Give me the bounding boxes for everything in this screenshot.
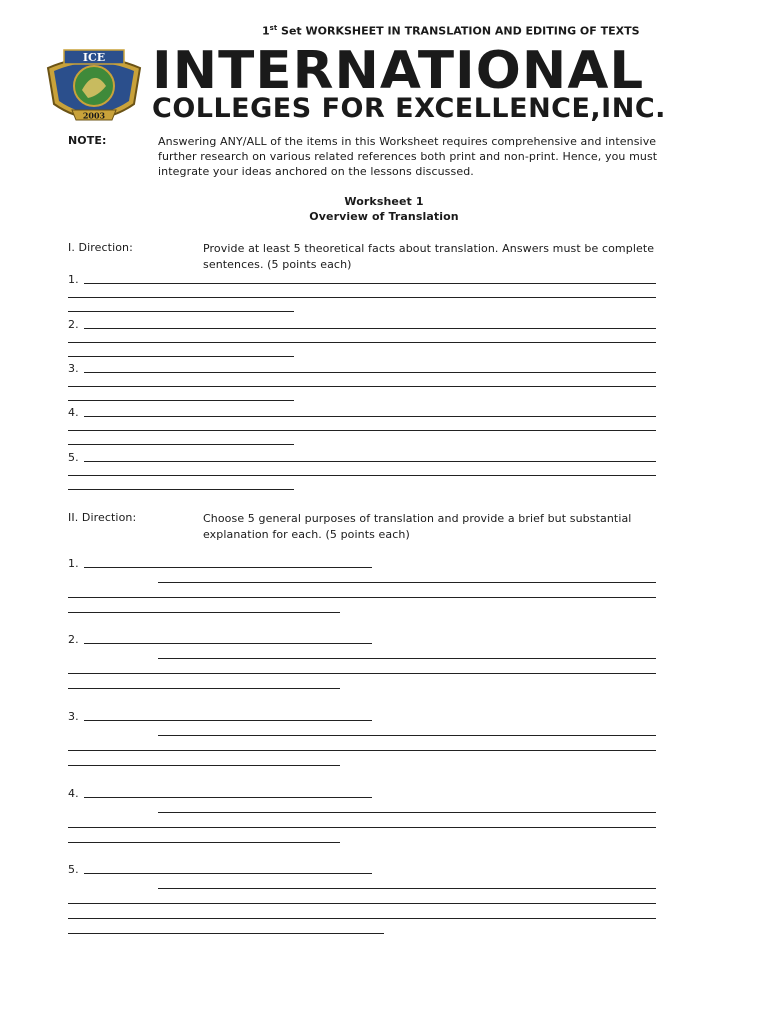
- header-title: Set WORKSHEET IN TRANSLATION AND EDITING OF TEXTS: [281, 24, 640, 38]
- answer-line[interactable]: [68, 475, 656, 476]
- answer-line[interactable]: [158, 812, 656, 813]
- answer-line[interactable]: [68, 297, 656, 298]
- item-number: 3.: [68, 362, 79, 375]
- answer-line[interactable]: [68, 688, 340, 689]
- answer-line[interactable]: [68, 356, 294, 357]
- answer-line[interactable]: [68, 597, 656, 598]
- item-number: 4.: [68, 406, 79, 419]
- item-number: 5.: [68, 451, 79, 464]
- answer-line[interactable]: [84, 372, 656, 373]
- answer-line[interactable]: [84, 328, 656, 329]
- answer-line[interactable]: [68, 673, 656, 674]
- answer-line[interactable]: [68, 342, 656, 343]
- answer-line[interactable]: [158, 658, 656, 659]
- answer-line[interactable]: [84, 567, 372, 568]
- answer-line[interactable]: [84, 461, 656, 462]
- answer-line[interactable]: [68, 386, 656, 387]
- item-number: 1.: [68, 557, 79, 570]
- answer-line[interactable]: [158, 582, 656, 583]
- answer-line[interactable]: [68, 842, 340, 843]
- answer-line[interactable]: [84, 283, 656, 284]
- answer-line[interactable]: [84, 720, 372, 721]
- answer-line[interactable]: [158, 888, 656, 889]
- school-seal-logo: [42, 46, 146, 128]
- worksheet-title: Worksheet 1: [344, 195, 424, 208]
- answer-line[interactable]: [68, 918, 656, 919]
- section2-direction-text: Choose 5 general purposes of translation and provide a brief but substantial explanation for each. (5 points each): [203, 512, 632, 541]
- answer-line[interactable]: [68, 311, 294, 312]
- answer-line[interactable]: [68, 933, 384, 934]
- answer-line[interactable]: [84, 643, 372, 644]
- section1-direction-text: Provide at least 5 theoretical facts about translation. Answers must be complete sentences. (5 points each): [203, 242, 655, 271]
- answer-line[interactable]: [68, 430, 656, 431]
- institution-name-line2: COLLEGES FOR EXCELLENCE,INC.: [152, 93, 666, 124]
- answer-line[interactable]: [68, 400, 294, 401]
- answer-line[interactable]: [158, 735, 656, 736]
- answer-line[interactable]: [68, 903, 656, 904]
- note-label: NOTE:: [68, 134, 107, 147]
- worksheet-subtitle: Overview of Translation: [309, 210, 459, 223]
- answer-line[interactable]: [68, 827, 656, 828]
- answer-line[interactable]: [68, 612, 340, 613]
- header-ordinal-suffix: st: [269, 24, 278, 32]
- item-number: 5.: [68, 863, 79, 876]
- answer-line[interactable]: [84, 797, 372, 798]
- item-number: 3.: [68, 710, 79, 723]
- item-number: 4.: [68, 787, 79, 800]
- seal-year: 2003: [82, 110, 106, 121]
- section2-direction-label: II. Direction:: [68, 511, 137, 524]
- item-number: 1.: [68, 273, 79, 286]
- worksheet-set-header: [262, 24, 640, 38]
- answer-line[interactable]: [68, 489, 294, 490]
- answer-line[interactable]: [84, 873, 372, 874]
- item-number: 2.: [68, 318, 79, 331]
- answer-line[interactable]: [68, 750, 656, 751]
- answer-line[interactable]: [84, 416, 656, 417]
- header-ordinal: 1: [262, 24, 270, 38]
- seal-acronym: ICE: [82, 51, 106, 64]
- answer-line[interactable]: [68, 765, 340, 766]
- institution-name-line1: INTERNATIONAL: [152, 41, 645, 101]
- answer-line[interactable]: [68, 444, 294, 445]
- item-number: 2.: [68, 633, 79, 646]
- section1-direction-label: I. Direction:: [68, 241, 133, 254]
- note-text: Answering ANY/ALL of the items in this Worksheet requires comprehensive and intensive further research on various related references both print and non-print. Hence, you must integrate your ideas anchored on the lessons discussed.: [158, 135, 658, 178]
